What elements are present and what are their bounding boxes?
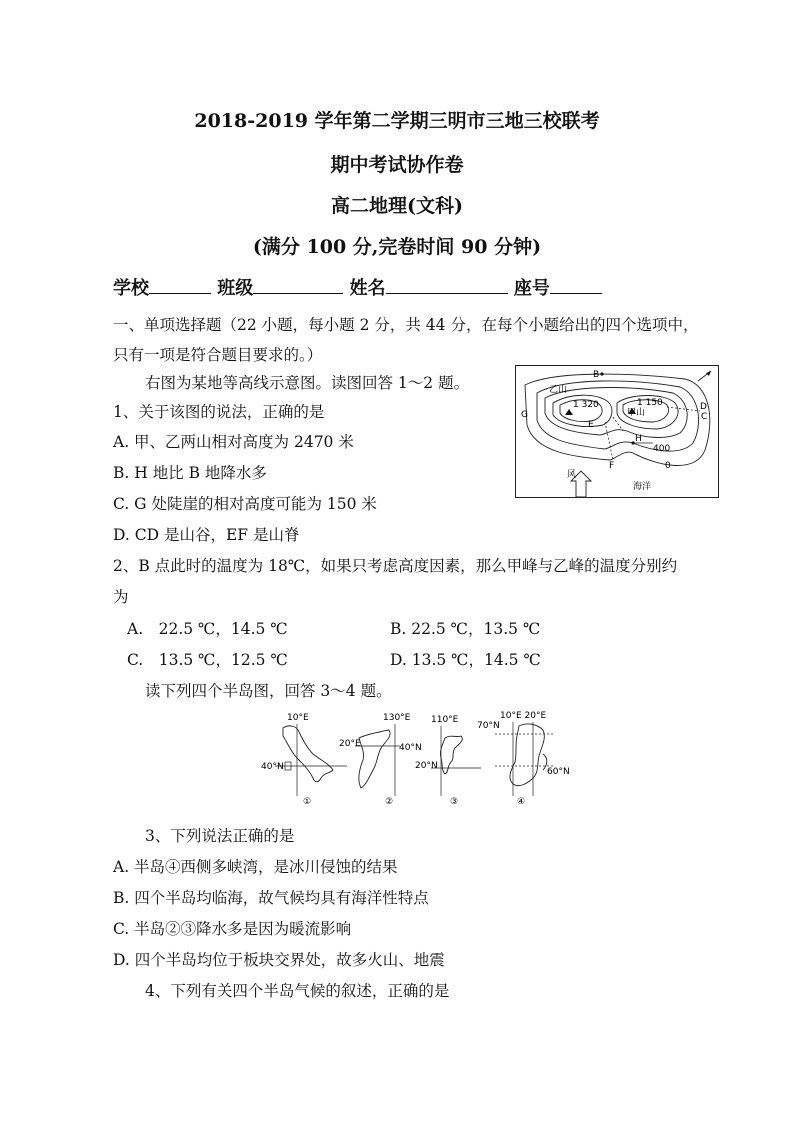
exam-subject: 高二地理(文科)	[331, 195, 463, 217]
name-label: 姓名	[349, 278, 386, 299]
class-field[interactable]	[253, 275, 343, 294]
peninsula-3	[415, 715, 481, 807]
p1-number: ①	[303, 797, 312, 807]
q3-stem: 3、下列说法正确的是	[145, 827, 295, 845]
label-point-d: D	[700, 402, 707, 412]
q2-option-a[interactable]: A. 22.5 ℃，14.5 ℃	[127, 620, 288, 638]
student-info-row	[113, 274, 602, 300]
q1-option-a[interactable]: A. 甲、乙两山相对高度为 2470 米	[113, 433, 354, 451]
section-intro-line2: 只有一项是符合题目要求的。）	[113, 346, 323, 364]
label-point-b: B	[593, 370, 600, 380]
p3-lat-label: 20°N	[415, 761, 438, 771]
label-jia-mountain: 甲山	[627, 408, 646, 418]
school-label: 学校	[113, 278, 149, 299]
p4-lat2-label: 60°N	[547, 767, 570, 777]
label-jia-elevation: 1 150	[637, 398, 663, 408]
context-contour: 右图为某地等高线示意图。读图回答 1～2 题。	[145, 374, 470, 392]
q3-option-c[interactable]: C. 半岛②③降水多是因为暖流影响	[113, 920, 352, 938]
p1-lat-label: 40°N	[261, 762, 284, 772]
q2-stem-line1: 2、B 点此时的温度为 18℃，如果只考虑高度因素，那么甲峰与乙峰的温度分别约	[113, 557, 678, 575]
label-elev-400: 400	[653, 444, 671, 454]
label-point-h: H	[635, 434, 642, 444]
school-field[interactable]	[149, 275, 211, 294]
label-sea: 海洋	[633, 482, 652, 492]
peninsula-2	[339, 713, 422, 807]
q2-option-b[interactable]: B. 22.5 ℃，13.5 ℃	[390, 620, 541, 638]
p2-lon2-label: 20°E	[339, 739, 361, 749]
p4-number: ④	[517, 797, 526, 807]
label-point-c: C	[701, 412, 708, 422]
label-yi-elevation: 1 320	[573, 400, 599, 410]
q2-stem-line2: 为	[113, 588, 129, 606]
context-peninsulas: 读下列四个半岛图，回答 3～4 题。	[145, 682, 392, 700]
p3-lon-label: 110°E	[431, 715, 459, 725]
class-label: 班级	[217, 278, 254, 299]
p3-number: ③	[450, 797, 459, 807]
label-point-f: F	[609, 461, 615, 471]
peninsula-4	[477, 711, 570, 807]
p4-coastline	[510, 724, 544, 786]
label-elev-0: 0	[665, 461, 671, 471]
q1-stem: 1、关于该图的说法，正确的是	[113, 403, 325, 421]
name-field[interactable]	[386, 275, 508, 294]
p2-number: ②	[385, 797, 394, 807]
peninsula-1	[261, 713, 347, 807]
q2-option-d[interactable]: D. 13.5 ℃，14.5 ℃	[390, 651, 541, 669]
peninsula-map-figure	[255, 708, 570, 810]
label-point-g: G	[521, 410, 528, 420]
point-b-dot	[600, 372, 603, 375]
exam-title-line1: 2018-2019 学年第二学期三明市三地三校联考	[194, 110, 600, 132]
q1-option-c[interactable]: C. G 处陡崖的相对高度可能为 150 米	[113, 495, 377, 513]
q2-option-c[interactable]: C. 13.5 ℃，12.5 ℃	[127, 651, 288, 669]
seat-label: 座号	[513, 278, 550, 299]
label-yi-mountain: 乙山	[549, 385, 568, 395]
q1-option-d[interactable]: D. CD 是山谷，EF 是山脊	[113, 526, 300, 544]
exam-title-line2: 期中考试协作卷	[330, 154, 464, 176]
q3-option-b[interactable]: B. 四个半岛均临海，故气候均具有海洋性特点	[113, 889, 429, 907]
label-point-e: E	[588, 420, 594, 430]
contour-map-frame	[516, 366, 719, 498]
section-intro-line1: 一、单项选择题（22 小题，每小题 2 分，共 44 分，在每个小题给出的四个选项中，	[113, 316, 699, 334]
p2-lat-label: 40°N	[399, 743, 422, 753]
q3-option-a[interactable]: A. 半岛④西侧多峡湾，是冰川侵蚀的结果	[113, 858, 398, 876]
exam-duration: (满分 100 分,完卷时间 90 分钟)	[252, 236, 542, 258]
contour-map-figure	[515, 365, 719, 498]
p2-lon-label: 130°E	[383, 713, 411, 723]
p1-coastline	[283, 726, 333, 782]
q3-option-d[interactable]: D. 四个半岛均位于板块交界处，故多火山、地震	[113, 951, 445, 969]
p1-lon-label: 10°E	[287, 713, 309, 723]
p2-coastline	[359, 730, 390, 788]
q1-option-b[interactable]: B. H 地比 B 地降水多	[113, 464, 267, 482]
label-wind: 风	[567, 470, 577, 480]
p4-lon-label: 10°E 20°E	[500, 711, 547, 721]
p4-lat1-label: 70°N	[477, 721, 500, 731]
q4-stem: 4、下列有关四个半岛气候的叙述，正确的是	[145, 982, 450, 1000]
seat-field[interactable]	[550, 275, 602, 294]
